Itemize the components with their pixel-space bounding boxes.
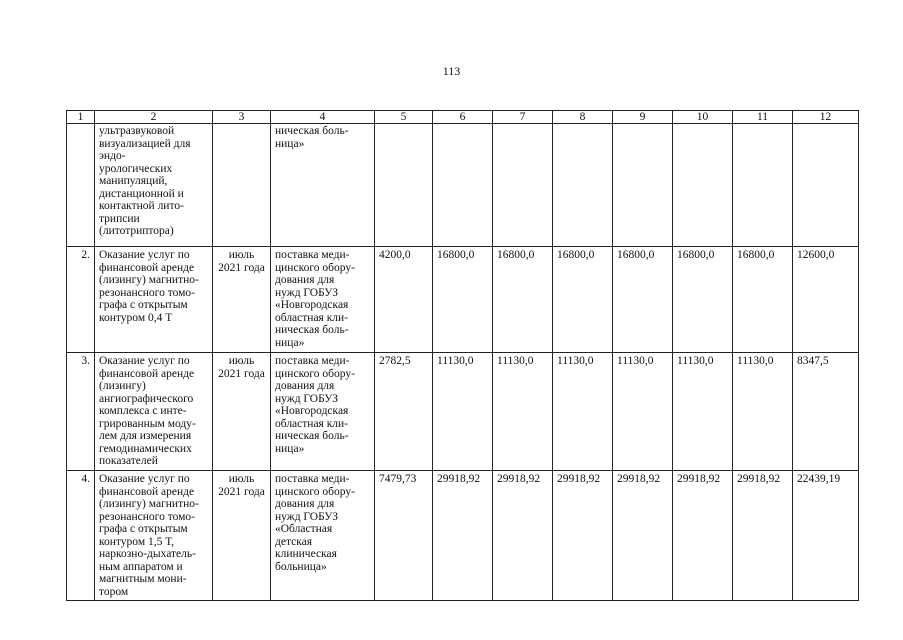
purpose-line: «Новгородская xyxy=(275,299,349,311)
purpose-line: цинского обору- xyxy=(275,367,355,380)
service-name-line: манипуляций, xyxy=(99,175,168,187)
header-cell-8: 8 xyxy=(553,111,613,124)
row-index-cell: 3. xyxy=(67,353,95,471)
period-line: июль xyxy=(228,473,255,485)
period-line: июль xyxy=(228,249,255,261)
service-name-line: финансовой аренде xyxy=(99,367,195,380)
value-cell-col10: 29918,92 xyxy=(673,471,733,601)
value-cell-col5: 2782,5 xyxy=(375,353,433,471)
value-cell-col11: 29918,92 xyxy=(733,471,793,601)
purpose-line: нужд ГОБУЗ xyxy=(275,510,339,523)
period-line: июль xyxy=(228,355,255,367)
purpose-cell xyxy=(271,353,375,471)
service-name-line: трипсии xyxy=(99,212,140,225)
value-cell-col7: 11130,0 xyxy=(493,353,553,471)
service-name-line: Оказание услуг по xyxy=(99,249,190,261)
service-name-line: лем для измерения xyxy=(99,430,192,442)
value-cell-col9: 11130,0 xyxy=(613,353,673,471)
value-cell xyxy=(493,124,553,247)
service-name-line: комплекса с инте- xyxy=(99,405,187,417)
value-cell-col11: 16800,0 xyxy=(733,247,793,353)
value-cell-col5: 4200,0 xyxy=(375,247,433,353)
table-row-continuation xyxy=(67,124,859,247)
value-cell-col10: 16800,0 xyxy=(673,247,733,353)
service-name-cell xyxy=(95,247,213,353)
value-cell xyxy=(433,124,493,247)
service-name-cell xyxy=(95,471,213,601)
period-line: 2021 года xyxy=(218,485,265,498)
purpose-line: нужд ГОБУЗ xyxy=(275,392,339,405)
header-cell-5: 5 xyxy=(375,111,433,124)
service-name-cell xyxy=(95,353,213,471)
value-cell-col12: 12600,0 xyxy=(793,247,859,353)
value-cell-col6: 29918,92 xyxy=(433,471,493,601)
service-name-line: ным аппаратом и xyxy=(99,560,183,573)
purpose-line: «Областная xyxy=(275,523,333,535)
value-cell-col7: 16800,0 xyxy=(493,247,553,353)
period-cell xyxy=(213,247,271,353)
value-cell-col8: 11130,0 xyxy=(553,353,613,471)
purpose-line: дования для xyxy=(275,274,335,286)
purpose-line: цинского обору- xyxy=(275,261,355,274)
value-cell-col9: 16800,0 xyxy=(613,247,673,353)
row-index-cell: 2. xyxy=(67,247,95,353)
header-cell-11: 11 xyxy=(733,111,793,124)
service-name-line: ангиографического xyxy=(99,392,194,405)
value-cell-col10: 11130,0 xyxy=(673,353,733,471)
period-cell xyxy=(213,353,271,471)
value-cell-col6: 11130,0 xyxy=(433,353,493,471)
header-cell-10: 10 xyxy=(673,111,733,124)
service-name-line: гемодинамических xyxy=(99,442,192,455)
service-name-line: резонансного томо- xyxy=(99,286,195,299)
service-name-line: финансовой аренде xyxy=(99,485,195,498)
purpose-line: ница» xyxy=(275,137,305,150)
period-line: 2021 года xyxy=(218,261,265,274)
purpose-line: больница» xyxy=(275,560,327,573)
table-row xyxy=(67,247,859,353)
value-cell-col8: 16800,0 xyxy=(553,247,613,353)
value-cell xyxy=(553,124,613,247)
service-name-line: тором xyxy=(99,585,129,598)
purpose-line: ница» xyxy=(275,336,305,349)
row-index-cell xyxy=(67,124,95,247)
service-name-line: визуализацией для xyxy=(99,137,191,150)
value-cell-col12: 8347,5 xyxy=(793,353,859,471)
service-name-line: (лизингу) магнитно- xyxy=(99,274,199,286)
header-cell-3: 3 xyxy=(213,111,271,124)
value-cell-col7: 29918,92 xyxy=(493,471,553,601)
header-row xyxy=(67,111,859,124)
service-name-line: контуром 0,4 Т xyxy=(99,311,173,324)
purpose-line: нужд ГОБУЗ xyxy=(275,286,339,299)
purpose-line: клиническая xyxy=(275,548,337,560)
header-cell-12: 12 xyxy=(793,111,859,124)
service-name-line: показателей xyxy=(99,455,158,467)
value-cell xyxy=(793,124,859,247)
service-name-line: эндо- xyxy=(99,150,126,162)
value-cell xyxy=(375,124,433,247)
service-name-line: (литотриптора) xyxy=(99,225,174,237)
service-name-line: (лизингу) xyxy=(99,380,146,392)
service-name-line: наркозно-дыхатель- xyxy=(99,548,196,560)
header-cell-4: 4 xyxy=(271,111,375,124)
service-name-line: магнитным мони- xyxy=(99,573,187,585)
service-name-line: ультразвуковой xyxy=(99,125,175,137)
budget-table xyxy=(66,110,859,601)
service-name-line: грированным моду- xyxy=(99,417,196,430)
purpose-line: областная кли- xyxy=(275,417,349,430)
purpose-cell xyxy=(271,124,375,247)
purpose-line: детская xyxy=(275,535,313,548)
service-name-line: графа с открытым xyxy=(99,523,188,535)
service-name-line: финансовой аренде xyxy=(99,261,195,274)
period-line: 2021 года xyxy=(218,367,265,380)
purpose-line: дования для xyxy=(275,380,335,392)
value-cell-col6: 16800,0 xyxy=(433,247,493,353)
service-name-cell xyxy=(95,124,213,247)
purpose-line: ническая боль- xyxy=(275,125,349,137)
table-row xyxy=(67,353,859,471)
service-name-line: дистанционной и xyxy=(99,187,184,200)
header-cell-6: 6 xyxy=(433,111,493,124)
service-name-line: контактной лито- xyxy=(99,200,184,212)
purpose-line: цинского обору- xyxy=(275,485,355,498)
value-cell xyxy=(673,124,733,247)
header-cell-7: 7 xyxy=(493,111,553,124)
service-name-line: резонансного томо- xyxy=(99,510,195,523)
page-number: 113 xyxy=(442,64,461,78)
header-cell-9: 9 xyxy=(613,111,673,124)
value-cell xyxy=(733,124,793,247)
header-cell-1: 1 xyxy=(67,111,95,124)
header-cell-2: 2 xyxy=(95,111,213,124)
value-cell-col5: 7479,73 xyxy=(375,471,433,601)
purpose-cell xyxy=(271,471,375,601)
purpose-line: поставка меди- xyxy=(275,249,350,261)
purpose-line: ническая боль- xyxy=(275,430,349,442)
purpose-line: «Новгородская xyxy=(275,405,349,417)
service-name-line: урологических xyxy=(99,162,173,175)
purpose-line: областная кли- xyxy=(275,311,349,324)
service-name-line: контуром 1,5 Т, xyxy=(99,535,174,548)
value-cell-col9: 29918,92 xyxy=(613,471,673,601)
value-cell-col8: 29918,92 xyxy=(553,471,613,601)
purpose-line: ница» xyxy=(275,442,305,455)
purpose-line: поставка меди- xyxy=(275,355,350,367)
purpose-line: ническая боль- xyxy=(275,324,349,336)
purpose-cell xyxy=(271,247,375,353)
service-name-line: графа с открытым xyxy=(99,299,188,311)
row-index-cell: 4. xyxy=(67,471,95,601)
service-name-line: (лизингу) магнитно- xyxy=(99,498,199,510)
service-name-line: Оказание услуг по xyxy=(99,473,190,485)
value-cell xyxy=(613,124,673,247)
value-cell-col12: 22439,19 xyxy=(793,471,859,601)
purpose-line: дования для xyxy=(275,498,335,510)
period-cell xyxy=(213,124,271,247)
value-cell-col11: 11130,0 xyxy=(733,353,793,471)
service-name-line: Оказание услуг по xyxy=(99,355,190,367)
purpose-line: поставка меди- xyxy=(275,473,350,485)
table-row xyxy=(67,471,859,601)
period-cell xyxy=(213,471,271,601)
